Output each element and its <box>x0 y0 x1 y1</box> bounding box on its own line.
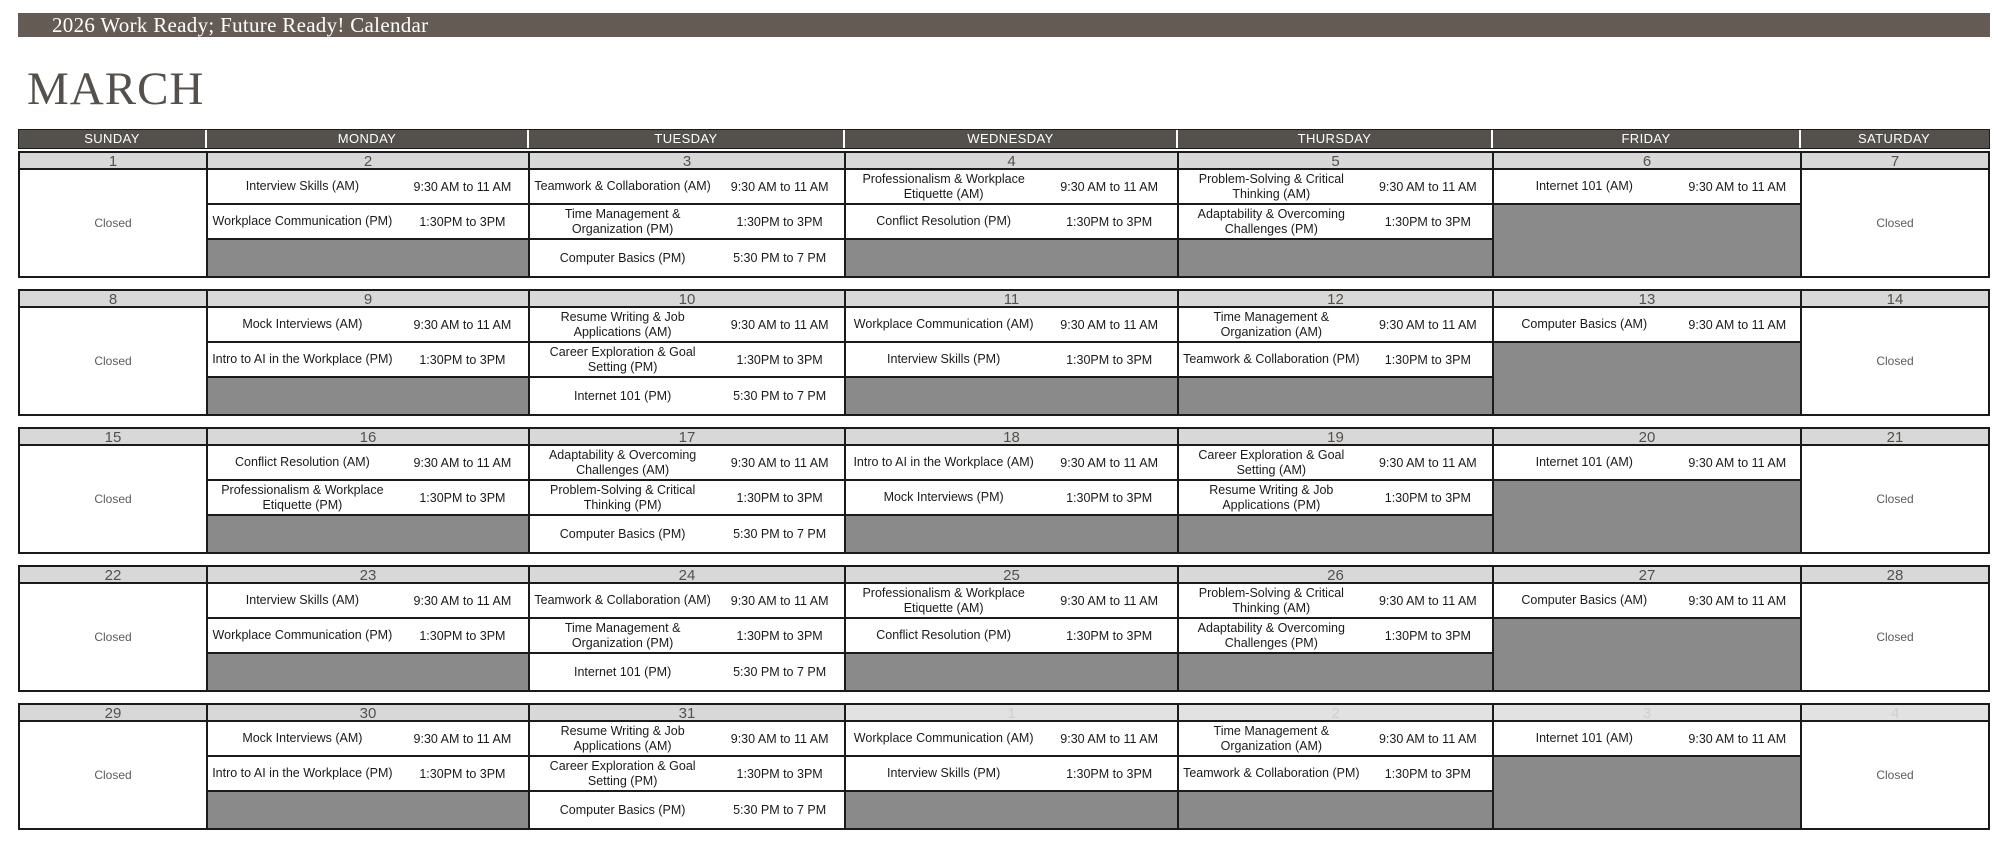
session-slot <box>846 170 1177 205</box>
session-name: Teamwork & Collaboration (AM) <box>534 593 711 607</box>
session-slot <box>846 757 1177 792</box>
session-time: 9:30 AM to 11 AM <box>1060 455 1159 470</box>
session-time: 1:30PM to 3PM <box>1384 766 1471 781</box>
day-number: 19 <box>1179 429 1492 446</box>
session-slot <box>530 722 844 757</box>
session-time: 1:30PM to 3PM <box>736 766 823 781</box>
session-slot <box>846 308 1177 343</box>
session-time: 5:30 PM to 7 PM <box>733 251 827 265</box>
session-name: Career Exploration & Goal Setting (PM) <box>549 344 696 374</box>
session-slot <box>208 170 528 205</box>
day-cell <box>530 153 846 276</box>
session-name: Intro to AI in the Workplace (PM) <box>212 352 393 366</box>
session-time: 9:30 AM to 11 AM <box>1378 593 1477 608</box>
session-name: Internet 101 (AM) <box>1535 731 1633 745</box>
day-number: 7 <box>1802 153 1988 170</box>
closed-label: Closed <box>94 630 132 644</box>
empty-slot-filler <box>846 240 1177 276</box>
session-name: Professionalism & Workplace Etiquette (PM) <box>221 482 384 512</box>
session-name: Interview Skills (AM) <box>245 593 359 607</box>
empty-slot-filler <box>208 240 528 276</box>
session-name: Adaptability & Overcoming Challenges (AM) <box>548 447 697 477</box>
session-name: Workplace Communication (AM) <box>853 317 1034 331</box>
session-time: 1:30PM to 3PM <box>736 352 823 367</box>
empty-slot-filler <box>846 516 1177 552</box>
session-name: Adaptability & Overcoming Challenges (PM) <box>1197 206 1345 236</box>
day-cell <box>1802 291 1988 414</box>
empty-slot-filler <box>846 654 1177 690</box>
day-cell <box>1802 705 1988 828</box>
session-time: 1:30PM to 3PM <box>419 490 506 505</box>
day-cell <box>846 291 1179 414</box>
calendar-title-bar <box>18 13 1990 37</box>
day-number: 13 <box>1494 291 1800 308</box>
day-number: 9 <box>208 291 528 308</box>
session-slot <box>208 584 528 619</box>
session-time: 1:30PM to 3PM <box>1384 490 1471 505</box>
session-name: Intro to AI in the Workplace (AM) <box>853 455 1034 469</box>
session-time: 1:30PM to 3PM <box>1066 628 1153 643</box>
closed-label: Closed <box>1876 768 1914 782</box>
day-number: 3 <box>530 153 844 170</box>
session-slot <box>846 446 1177 481</box>
week-row <box>18 289 1990 416</box>
session-time: 1:30PM to 3PM <box>1066 766 1153 781</box>
day-number: 20 <box>1494 429 1800 446</box>
session-time: 9:30 AM to 11 AM <box>1688 179 1787 194</box>
day-cell <box>1179 429 1494 552</box>
session-slot <box>1494 170 1800 205</box>
empty-slot-filler <box>1179 240 1492 276</box>
day-cell <box>20 153 208 276</box>
session-name: Problem-Solving & Critical Thinking (PM) <box>550 482 696 512</box>
session-name: Workplace Communication (PM) <box>212 214 393 228</box>
session-slot <box>208 343 528 378</box>
day-cell <box>1802 153 1988 276</box>
session-time: 1:30PM to 3PM <box>1066 214 1153 229</box>
day-number: 22 <box>20 567 206 584</box>
day-number: 4 <box>846 153 1177 170</box>
session-slot <box>208 481 528 516</box>
session-slot <box>530 240 844 276</box>
session-time: 9:30 AM to 11 AM <box>1060 179 1159 194</box>
day-cell <box>530 705 846 828</box>
day-number: 27 <box>1494 567 1800 584</box>
session-name: Mock Interviews (AM) <box>242 317 363 331</box>
session-name: Computer Basics (AM) <box>1521 593 1648 607</box>
session-time: 1:30PM to 3PM <box>419 628 506 643</box>
empty-slot-filler <box>1494 343 1800 414</box>
session-time: 9:30 AM to 11 AM <box>730 317 829 332</box>
day-cell <box>530 291 846 414</box>
session-slot <box>846 722 1177 757</box>
session-slot <box>1179 722 1492 757</box>
session-name: Conflict Resolution (AM) <box>235 455 370 469</box>
session-slot <box>530 308 844 343</box>
calendar-grid <box>18 129 1990 830</box>
session-name: Conflict Resolution (PM) <box>876 628 1012 642</box>
day-cell <box>20 429 208 552</box>
day-cell <box>1494 429 1802 552</box>
day-number: 4 <box>1802 705 1988 722</box>
day-of-week-thursday: THURSDAY <box>1178 130 1493 148</box>
empty-slot-filler <box>208 378 528 414</box>
session-name: Resume Writing & Job Applications (AM) <box>560 723 685 753</box>
calendar-title: 2026 Work Ready; Future Ready! Calendar <box>52 13 429 37</box>
session-time: 9:30 AM to 11 AM <box>730 593 829 608</box>
session-slot <box>846 481 1177 516</box>
session-slot <box>208 446 528 481</box>
session-name: Computer Basics (PM) <box>559 526 686 541</box>
session-time: 1:30PM to 3PM <box>419 352 506 367</box>
session-name: Intro to AI in the Workplace (PM) <box>212 766 393 780</box>
session-slot <box>530 446 844 481</box>
day-cell <box>1179 705 1494 828</box>
week-row <box>18 703 1990 830</box>
session-slot <box>530 170 844 205</box>
session-time: 1:30PM to 3PM <box>419 766 506 781</box>
session-slot <box>530 619 844 654</box>
session-name: Interview Skills (AM) <box>245 179 359 193</box>
empty-slot-filler <box>1179 654 1492 690</box>
empty-slot-filler <box>1179 792 1492 828</box>
session-time: 9:30 AM to 11 AM <box>1060 593 1159 608</box>
session-name: Problem-Solving & Critical Thinking (AM) <box>1198 171 1344 201</box>
session-slot <box>1179 343 1492 378</box>
session-name: Internet 101 (PM) <box>573 388 672 403</box>
day-cell <box>530 429 846 552</box>
session-time: 9:30 AM to 11 AM <box>1688 455 1787 470</box>
session-slot <box>1179 446 1492 481</box>
session-name: Computer Basics (PM) <box>559 250 686 265</box>
session-name: Resume Writing & Job Applications (PM) <box>1209 482 1334 512</box>
day-number: 16 <box>208 429 528 446</box>
session-slot <box>530 757 844 792</box>
closed-label: Closed <box>1876 216 1914 230</box>
day-cell <box>1179 567 1494 690</box>
session-name: Career Exploration & Goal Setting (PM) <box>549 758 696 788</box>
session-time: 9:30 AM to 11 AM <box>1378 179 1477 194</box>
session-time: 9:30 AM to 11 AM <box>730 455 829 470</box>
closed-label: Closed <box>1876 354 1914 368</box>
session-time: 9:30 AM to 11 AM <box>1378 317 1477 332</box>
session-name: Mock Interviews (PM) <box>883 490 1004 504</box>
session-time: 1:30PM to 3PM <box>736 214 823 229</box>
session-slot <box>1179 308 1492 343</box>
day-of-week-sunday: SUNDAY <box>19 130 207 148</box>
day-cell <box>20 291 208 414</box>
day-cell <box>1179 291 1494 414</box>
session-name: Adaptability & Overcoming Challenges (PM) <box>1197 620 1345 650</box>
empty-slot-filler <box>1494 481 1800 552</box>
session-time: 1:30PM to 3PM <box>1384 214 1471 229</box>
day-number: 21 <box>1802 429 1988 446</box>
session-slot <box>530 343 844 378</box>
empty-slot-filler <box>846 378 1177 414</box>
session-time: 5:30 PM to 7 PM <box>733 527 827 541</box>
day-number: 6 <box>1494 153 1800 170</box>
session-name: Teamwork & Collaboration (PM) <box>1183 352 1360 366</box>
session-slot <box>1179 205 1492 240</box>
day-cell <box>208 567 530 690</box>
day-number: 1 <box>846 705 1177 722</box>
day-number: 5 <box>1179 153 1492 170</box>
day-number: 14 <box>1802 291 1988 308</box>
closed-label: Closed <box>94 492 132 506</box>
closed-label: Closed <box>94 768 132 782</box>
session-slot <box>530 378 844 414</box>
day-number: 10 <box>530 291 844 308</box>
session-slot <box>1179 481 1492 516</box>
empty-slot-filler <box>208 516 528 552</box>
day-number: 3 <box>1494 705 1800 722</box>
closed-label: Closed <box>94 354 132 368</box>
session-slot <box>846 584 1177 619</box>
session-time: 9:30 AM to 11 AM <box>413 455 512 470</box>
day-number: 17 <box>530 429 844 446</box>
session-time: 9:30 AM to 11 AM <box>1688 731 1787 746</box>
session-name: Time Management & Organization (PM) <box>564 620 681 650</box>
session-slot <box>530 481 844 516</box>
session-time: 9:30 AM to 11 AM <box>413 593 512 608</box>
week-row <box>18 565 1990 692</box>
session-time: 9:30 AM to 11 AM <box>1688 317 1787 332</box>
session-time: 1:30PM to 3PM <box>736 490 823 505</box>
session-name: Internet 101 (PM) <box>573 664 672 679</box>
empty-slot-filler <box>846 792 1177 828</box>
day-cell <box>846 153 1179 276</box>
session-name: Time Management & Organization (AM) <box>1213 309 1330 339</box>
session-slot <box>1179 170 1492 205</box>
session-time: 9:30 AM to 11 AM <box>730 179 829 194</box>
day-of-week-friday: FRIDAY <box>1493 130 1801 148</box>
day-cell <box>1802 429 1988 552</box>
session-time: 9:30 AM to 11 AM <box>730 731 829 746</box>
session-slot <box>846 343 1177 378</box>
session-time: 9:30 AM to 11 AM <box>1060 731 1159 746</box>
session-name: Workplace Communication (AM) <box>853 731 1034 745</box>
session-name: Professionalism & Workplace Etiquette (AM) <box>862 585 1025 615</box>
session-name: Interview Skills (PM) <box>887 352 1001 366</box>
session-slot <box>846 619 1177 654</box>
day-number: 12 <box>1179 291 1492 308</box>
day-of-week-tuesday: TUESDAY <box>529 130 845 148</box>
day-number: 2 <box>208 153 528 170</box>
day-number: 25 <box>846 567 1177 584</box>
week-row <box>18 427 1990 554</box>
empty-slot-filler <box>208 654 528 690</box>
session-time: 1:30PM to 3PM <box>419 214 506 229</box>
day-cell <box>20 567 208 690</box>
session-time: 9:30 AM to 11 AM <box>1378 731 1477 746</box>
day-cell <box>208 291 530 414</box>
day-cell <box>20 705 208 828</box>
session-slot <box>1179 584 1492 619</box>
day-number: 11 <box>846 291 1177 308</box>
session-time: 9:30 AM to 11 AM <box>1378 455 1477 470</box>
session-name: Internet 101 (AM) <box>1535 455 1633 469</box>
session-time: 5:30 PM to 7 PM <box>733 665 827 679</box>
session-slot <box>530 584 844 619</box>
empty-slot-filler <box>1494 619 1800 690</box>
day-cell <box>208 705 530 828</box>
session-name: Career Exploration & Goal Setting (AM) <box>1198 447 1345 477</box>
session-name: Mock Interviews (AM) <box>242 731 363 745</box>
empty-slot-filler <box>208 792 528 828</box>
day-of-week-header <box>18 129 1990 149</box>
session-time: 9:30 AM to 11 AM <box>413 731 512 746</box>
session-slot <box>530 205 844 240</box>
session-name: Internet 101 (AM) <box>1535 179 1633 193</box>
session-slot <box>1494 722 1800 757</box>
day-of-week-wednesday: WEDNESDAY <box>845 130 1178 148</box>
day-cell <box>530 567 846 690</box>
session-name: Time Management & Organization (AM) <box>1213 723 1330 753</box>
session-slot <box>530 516 844 552</box>
session-time: 1:30PM to 3PM <box>1066 352 1153 367</box>
day-number: 31 <box>530 705 844 722</box>
day-cell <box>846 705 1179 828</box>
day-number: 23 <box>208 567 528 584</box>
day-number: 26 <box>1179 567 1492 584</box>
empty-slot-filler <box>1179 516 1492 552</box>
day-cell <box>846 567 1179 690</box>
day-number: 28 <box>1802 567 1988 584</box>
day-of-week-saturday: SATURDAY <box>1857 131 1931 146</box>
day-number: 15 <box>20 429 206 446</box>
day-cell <box>1494 567 1802 690</box>
day-number: 8 <box>20 291 206 308</box>
empty-slot-filler <box>1494 205 1800 276</box>
day-cell <box>1802 567 1988 690</box>
closed-label: Closed <box>1876 630 1914 644</box>
session-slot <box>208 205 528 240</box>
session-time: 9:30 AM to 11 AM <box>413 179 512 194</box>
empty-slot-filler <box>1494 757 1800 828</box>
session-name: Computer Basics (PM) <box>559 802 686 817</box>
session-name: Workplace Communication (PM) <box>212 628 393 642</box>
session-name: Problem-Solving & Critical Thinking (AM) <box>1198 585 1344 615</box>
session-time: 5:30 PM to 7 PM <box>733 803 827 817</box>
day-number: 18 <box>846 429 1177 446</box>
session-time: 5:30 PM to 7 PM <box>733 389 827 403</box>
session-time: 1:30PM to 3PM <box>1384 628 1471 643</box>
session-name: Professionalism & Workplace Etiquette (AM) <box>862 171 1025 201</box>
session-name: Resume Writing & Job Applications (AM) <box>560 309 685 339</box>
day-number: 2 <box>1179 705 1492 722</box>
session-slot <box>530 654 844 690</box>
session-name: Teamwork & Collaboration (PM) <box>1183 766 1360 780</box>
session-slot <box>208 308 528 343</box>
day-cell <box>846 429 1179 552</box>
closed-label: Closed <box>1876 492 1914 506</box>
session-slot <box>1179 619 1492 654</box>
session-time: 1:30PM to 3PM <box>736 628 823 643</box>
session-name: Conflict Resolution (PM) <box>876 214 1012 228</box>
session-slot <box>208 757 528 792</box>
closed-label: Closed <box>94 216 132 230</box>
session-slot <box>1179 757 1492 792</box>
day-cell <box>208 153 530 276</box>
day-cell <box>1179 153 1494 276</box>
session-time: 9:30 AM to 11 AM <box>1060 317 1159 332</box>
day-cell <box>1494 153 1802 276</box>
day-of-week-monday: MONDAY <box>207 130 529 148</box>
empty-slot-filler <box>1179 378 1492 414</box>
day-number: 24 <box>530 567 844 584</box>
session-slot <box>208 722 528 757</box>
day-number: 1 <box>20 153 206 170</box>
session-slot <box>530 792 844 828</box>
session-name: Teamwork & Collaboration (AM) <box>534 179 711 193</box>
day-number: 29 <box>20 705 206 722</box>
session-slot <box>208 619 528 654</box>
day-cell <box>208 429 530 552</box>
session-name: Interview Skills (PM) <box>887 766 1001 780</box>
session-time: 1:30PM to 3PM <box>1066 490 1153 505</box>
day-number: 30 <box>208 705 528 722</box>
day-cell <box>1494 705 1802 828</box>
session-slot <box>1494 584 1800 619</box>
session-slot <box>1494 446 1800 481</box>
day-cell <box>1494 291 1802 414</box>
session-time: 1:30PM to 3PM <box>1384 352 1471 367</box>
session-name: Computer Basics (AM) <box>1521 317 1648 331</box>
session-slot <box>846 205 1177 240</box>
session-slot <box>1494 308 1800 343</box>
week-row <box>18 151 1990 278</box>
session-name: Time Management & Organization (PM) <box>564 206 681 236</box>
session-time: 9:30 AM to 11 AM <box>413 317 512 332</box>
session-time: 9:30 AM to 11 AM <box>1688 593 1787 608</box>
month-heading: MARCH <box>27 63 205 115</box>
